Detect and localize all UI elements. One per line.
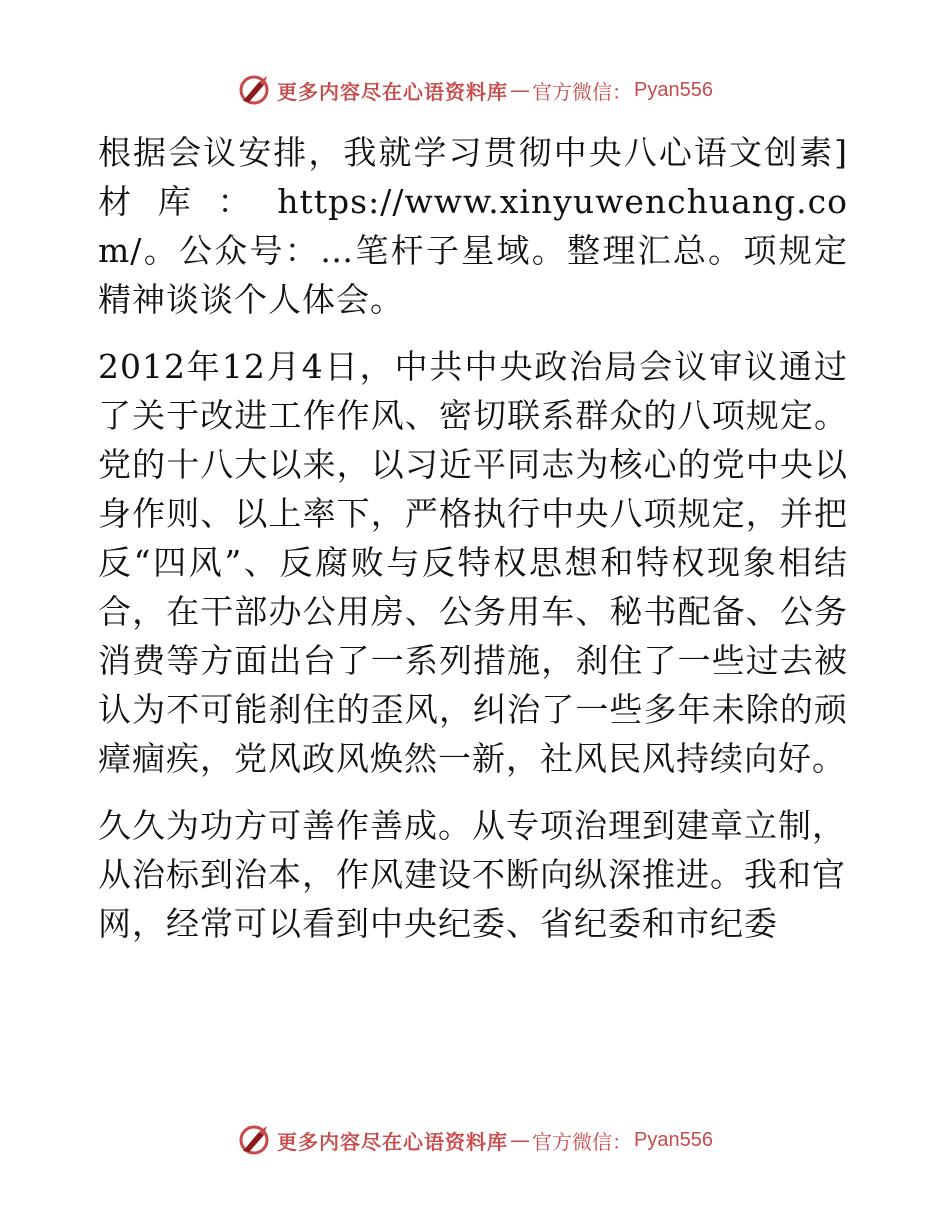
paragraph-2: 2012年12月4日，中共中央政治局会议审议通过了关于改进工作作风、密切联系群众的八项规定。党的十八大以来，以习近平同志为核心的党中央以身作则、以上率下，严格执行中央八项规定，并把反“四风”、反腐败与反特权思想和特权现象相结合，在干部办公用房、公务用车、秘书配备、公务消费等方面出台了一系列措施，刹住了一些过去被认为不可能刹住的歪风，纠治了一些多年未除的顽瘴痼疾，党风政风焕然一新，社风民风持续向好。 xyxy=(98,347,848,778)
paragraph-3: 久久为功方可善作善成。从专项治理到建章立制，从治标到治本，作风建设不断向纵深推进。我和官网，经常可以看到中央纪委、省纪委和市纪委 xyxy=(98,806,846,943)
logo-quill-icon xyxy=(237,73,271,107)
footer-watermark-banner xyxy=(0,1120,950,1160)
banner-dash: — xyxy=(510,78,531,102)
document-body xyxy=(98,128,848,966)
banner-dash: — xyxy=(510,1128,531,1152)
banner-wechat-label: 官方微信： xyxy=(532,1129,633,1154)
logo-quill-icon xyxy=(237,1123,271,1157)
banner-main-text: 更多内容尽在心语资料库 xyxy=(277,79,509,104)
banner-main-text: 更多内容尽在心语资料库 xyxy=(277,1129,509,1154)
header-watermark-banner xyxy=(0,70,950,110)
paragraph-1: 根据会议安排，我就学习贯彻中央八心语文创素]材库：https://www.xinyuwenchuang.com/。公众号：…笔杆子星域。整理汇总。项规定精神谈谈个人体会。 xyxy=(98,133,848,319)
banner-wechat-id: Pyan556 xyxy=(634,1128,713,1151)
banner-wechat-id: Pyan556 xyxy=(634,78,713,101)
banner-wechat-label: 官方微信： xyxy=(532,79,633,104)
